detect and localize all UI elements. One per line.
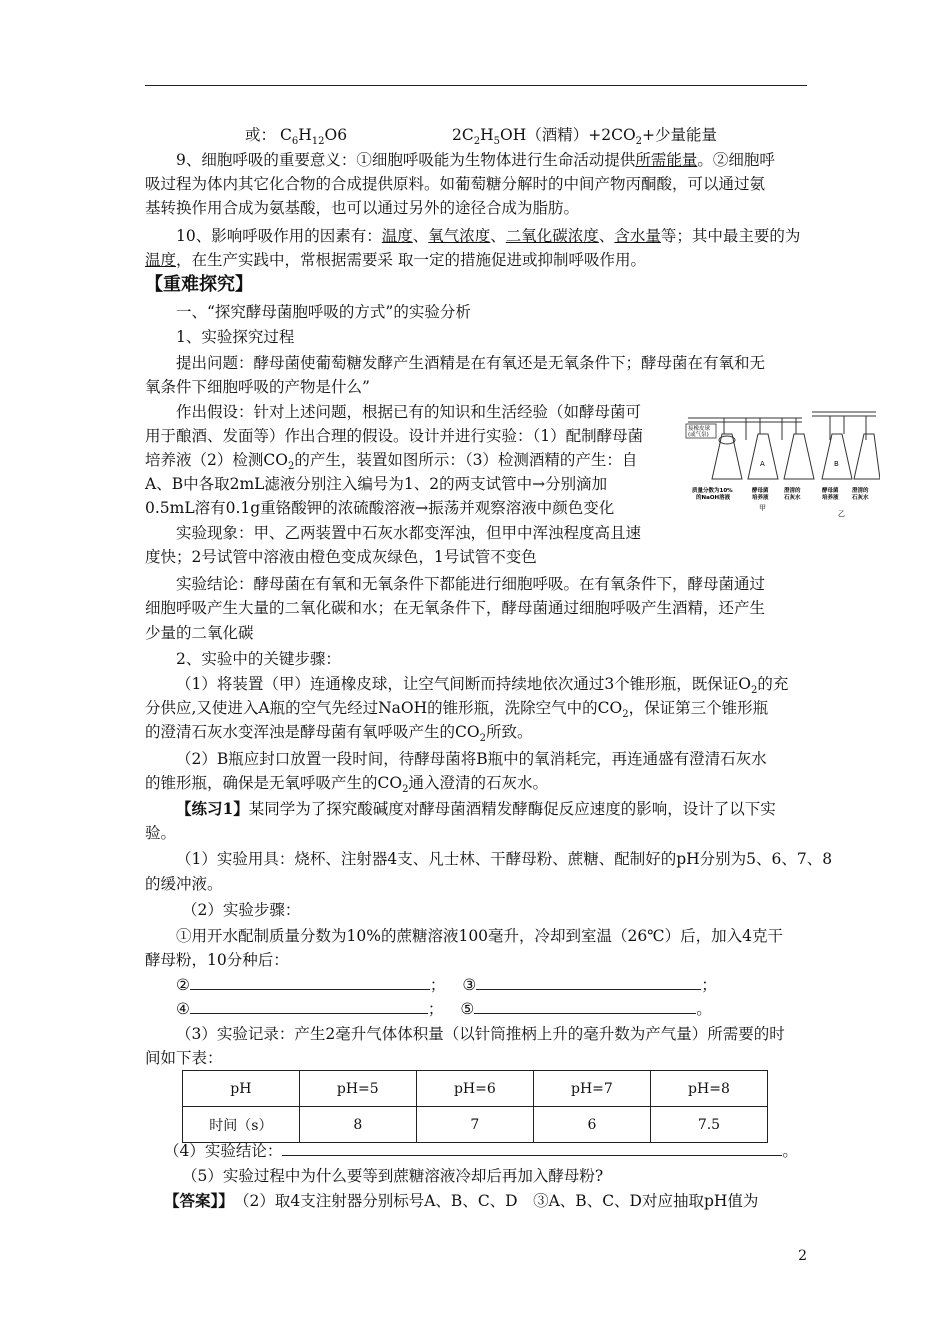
blank-row-1: ② ； ③ ； bbox=[176, 976, 717, 994]
table-cell: pH bbox=[183, 1071, 300, 1107]
step1-line2: 分供应,又使进入A瓶的空气先经过NaOH的锥形瓶，洗除空气中的$CO_2$，保证第三个锥形瓶 bbox=[145, 699, 769, 721]
para-9-line3: 基转换作用合成为氨基酸，也可以通过另外的途径合成为脂肪。 bbox=[145, 199, 580, 217]
header-rule bbox=[145, 85, 807, 86]
conclusion-line2: 细胞呼吸产生大量的二氧化碳和水；在无氧条件下，酵母菌通过细胞呼吸产生酒精，还产生 bbox=[145, 599, 766, 617]
blank-conclusion[interactable] bbox=[282, 1141, 782, 1156]
section-1-title: 一、“探究酵母菌胞呼吸的方式”的实验分析 bbox=[176, 303, 471, 321]
svg-text:石灰水: 石灰水 bbox=[784, 495, 801, 501]
blank-step-5[interactable] bbox=[474, 999, 696, 1014]
step1-line3: 的澄清石灰水变浑浊是酵母菌有氧呼吸产生的$CO_2$所致。 bbox=[145, 723, 533, 745]
exercise-line1: 【练习1】某同学为了探究酸碱度对酵母菌酒精发酵酶促反应速度的影响，设计了以下实 bbox=[176, 799, 776, 818]
blank-step-3[interactable] bbox=[476, 975, 701, 990]
tools-line1: （1）实验用具：烧杯、注射器4支、凡士林、干酵母粉、蔗糖、配制好的pH分别为5、6、7、8 bbox=[176, 850, 833, 868]
para-10-line1: 10、影响呼吸作用的因素有：温度、氧气浓度、二氧化碳浓度、含水量等；其中最主要的为 bbox=[176, 227, 801, 245]
svg-text:培养液: 培养液 bbox=[822, 495, 839, 501]
caption-lime-2: 澄清的 bbox=[852, 488, 869, 494]
svg-text:(或气泵): (或气泵) bbox=[688, 432, 709, 438]
flask-b-label: B bbox=[834, 460, 839, 468]
section-1-sub: 1、实验探究过程 bbox=[176, 328, 295, 346]
table-cell: 7.5 bbox=[650, 1107, 767, 1143]
tools-line2: 的缓冲液。 bbox=[145, 875, 223, 893]
hypothesis-line2: 用于酿酒、发面等）作出合理的假设。设计并进行实验：（1）配制酵母菌 bbox=[145, 427, 644, 445]
hypothesis-line4: A、B中各取2mL滤液分别注入编号为1、2的两支试管中→分别滴加 bbox=[145, 475, 608, 493]
record-line1: （3）实验记录：产生2毫升气体体积量（以针筒推柄上升的毫升数为产气量）所需要的时 bbox=[176, 1025, 785, 1043]
caption-naoh: 质量分数为10% bbox=[692, 488, 733, 494]
caption-culture-2: 酵母菌 bbox=[822, 488, 839, 494]
label-yi: 乙 bbox=[838, 510, 845, 518]
blank-row-2: ④ ； ⑤ 。 bbox=[176, 1000, 712, 1018]
caption-culture-1: 酵母菌 bbox=[752, 488, 769, 494]
svg-text:石灰水: 石灰水 bbox=[852, 495, 869, 501]
answer-line: 【答案】】 （2）取4支注射器分别标号A、B、C、D ③A、B、C、D对应抽取pH值为 bbox=[164, 1191, 759, 1210]
table-cell: 8 bbox=[299, 1107, 416, 1143]
step-1-line2: 酵母粉，10分种后： bbox=[145, 951, 289, 969]
steps-title: （2）实验步骤： bbox=[182, 901, 301, 919]
phenomenon-line2: 度快；2号试管中溶液由橙色变成灰绿色，1号试管不变色 bbox=[145, 548, 537, 566]
svg-text:的NaOH溶液: 的NaOH溶液 bbox=[696, 495, 731, 501]
step2-line1: （2）B瓶应封口放置一段时间，待酵母菌将B瓶中的氧消耗完，再连通盛有澄清石灰水 bbox=[176, 750, 767, 768]
label-jia: 甲 bbox=[759, 504, 766, 512]
step2-line2: 的锥形瓶，确保是无氧呼吸产生的$CO_2$通入澄清的石灰水。 bbox=[145, 774, 548, 796]
table-cell: pH=8 bbox=[650, 1071, 767, 1107]
bulb-label: 接橡皮球 bbox=[688, 426, 711, 432]
problem-line1: 提出问题：酵母菌使葡萄糖发酵产生酒精是在有氧还是无氧条件下；酵母菌在有氧和无 bbox=[176, 354, 766, 372]
table-cell: 7 bbox=[416, 1107, 533, 1143]
svg-text:培养液: 培养液 bbox=[752, 495, 769, 501]
para-9-line1: 9、细胞呼吸的重要意义：①细胞呼吸能为生物体进行生命活动提供所需能量。②细胞呼 bbox=[176, 151, 775, 169]
hypothesis-line5: 0.5mL溶有0.1g重铬酸钾的浓硫酸溶液→振荡并观察溶液中颜色变化 bbox=[145, 499, 615, 517]
exercise-line2: 验。 bbox=[145, 824, 177, 842]
hypothesis-line3: 培养液（2）检测$CO_2$的产生，装置如图所示：（3）检测酒精的产生：自 bbox=[145, 451, 638, 473]
para-9-line2: 吸过程为体内其它化合物的合成提供原料。如葡萄糖分解时的中间产物丙酮酸，可以通过氨 bbox=[145, 175, 766, 193]
results-table bbox=[182, 1070, 768, 1143]
conclusion-blank-line: （4）实验结论： 。 bbox=[164, 1142, 798, 1160]
conclusion-line1: 实验结论：酵母菌在有氧和无氧条件下都能进行细胞呼吸。在有氧条件下，酵母菌通过 bbox=[176, 575, 766, 593]
hypothesis-line1: 作出假设：针对上述问题，根据已有的知识和生活经验（如酵母菌可 bbox=[176, 403, 642, 421]
step1-line1: （1）将装置（甲）连通橡皮球，让空气间断而持续地依次通过3个锥形瓶，既保证$O_2$的充 bbox=[176, 675, 789, 697]
problem-line2: 氧条件下细胞呼吸的产物是什么” bbox=[145, 378, 370, 396]
table-header-row bbox=[183, 1071, 768, 1107]
conclusion-line3: 少量的二氧化碳 bbox=[145, 624, 254, 642]
table-cell: pH=7 bbox=[533, 1071, 650, 1107]
table-cell: pH=6 bbox=[416, 1071, 533, 1107]
table-cell: 时间（s） bbox=[183, 1107, 300, 1143]
table-row bbox=[183, 1107, 768, 1143]
table-cell: pH=5 bbox=[299, 1071, 416, 1107]
apparatus-figure bbox=[684, 404, 880, 522]
section-2-title: 2、实验中的关键步骤： bbox=[176, 650, 341, 668]
para-10-line2: 温度，在生产实践中，常根据需要采 取一定的措施促进或抑制呼吸作用。 bbox=[145, 251, 646, 269]
caption-lime-1: 澄清的 bbox=[784, 488, 801, 494]
record-line2: 间如下表： bbox=[145, 1049, 223, 1067]
question-5: （5）实验过程中为什么要等到蔗糖溶液冷却后再加入酵母粉? bbox=[182, 1167, 604, 1185]
flask-a-label: A bbox=[760, 460, 765, 468]
table-cell: 6 bbox=[533, 1107, 650, 1143]
blank-step-2[interactable] bbox=[190, 975, 430, 990]
apparatus-drawing bbox=[684, 404, 880, 522]
phenomenon-line1: 实验现象：甲、乙两装置中石灰水都变浑浊，但甲中浑浊程度高且速 bbox=[176, 524, 642, 542]
page-number: 2 bbox=[798, 1248, 807, 1264]
blank-step-4[interactable] bbox=[190, 999, 428, 1014]
step-1-line1: ①用开水配制质量分数为10%的蔗糖溶液100毫升，冷却到室温（26℃）后，加入4克干 bbox=[176, 927, 783, 945]
section-heading: 【重难探究】 bbox=[145, 274, 253, 295]
